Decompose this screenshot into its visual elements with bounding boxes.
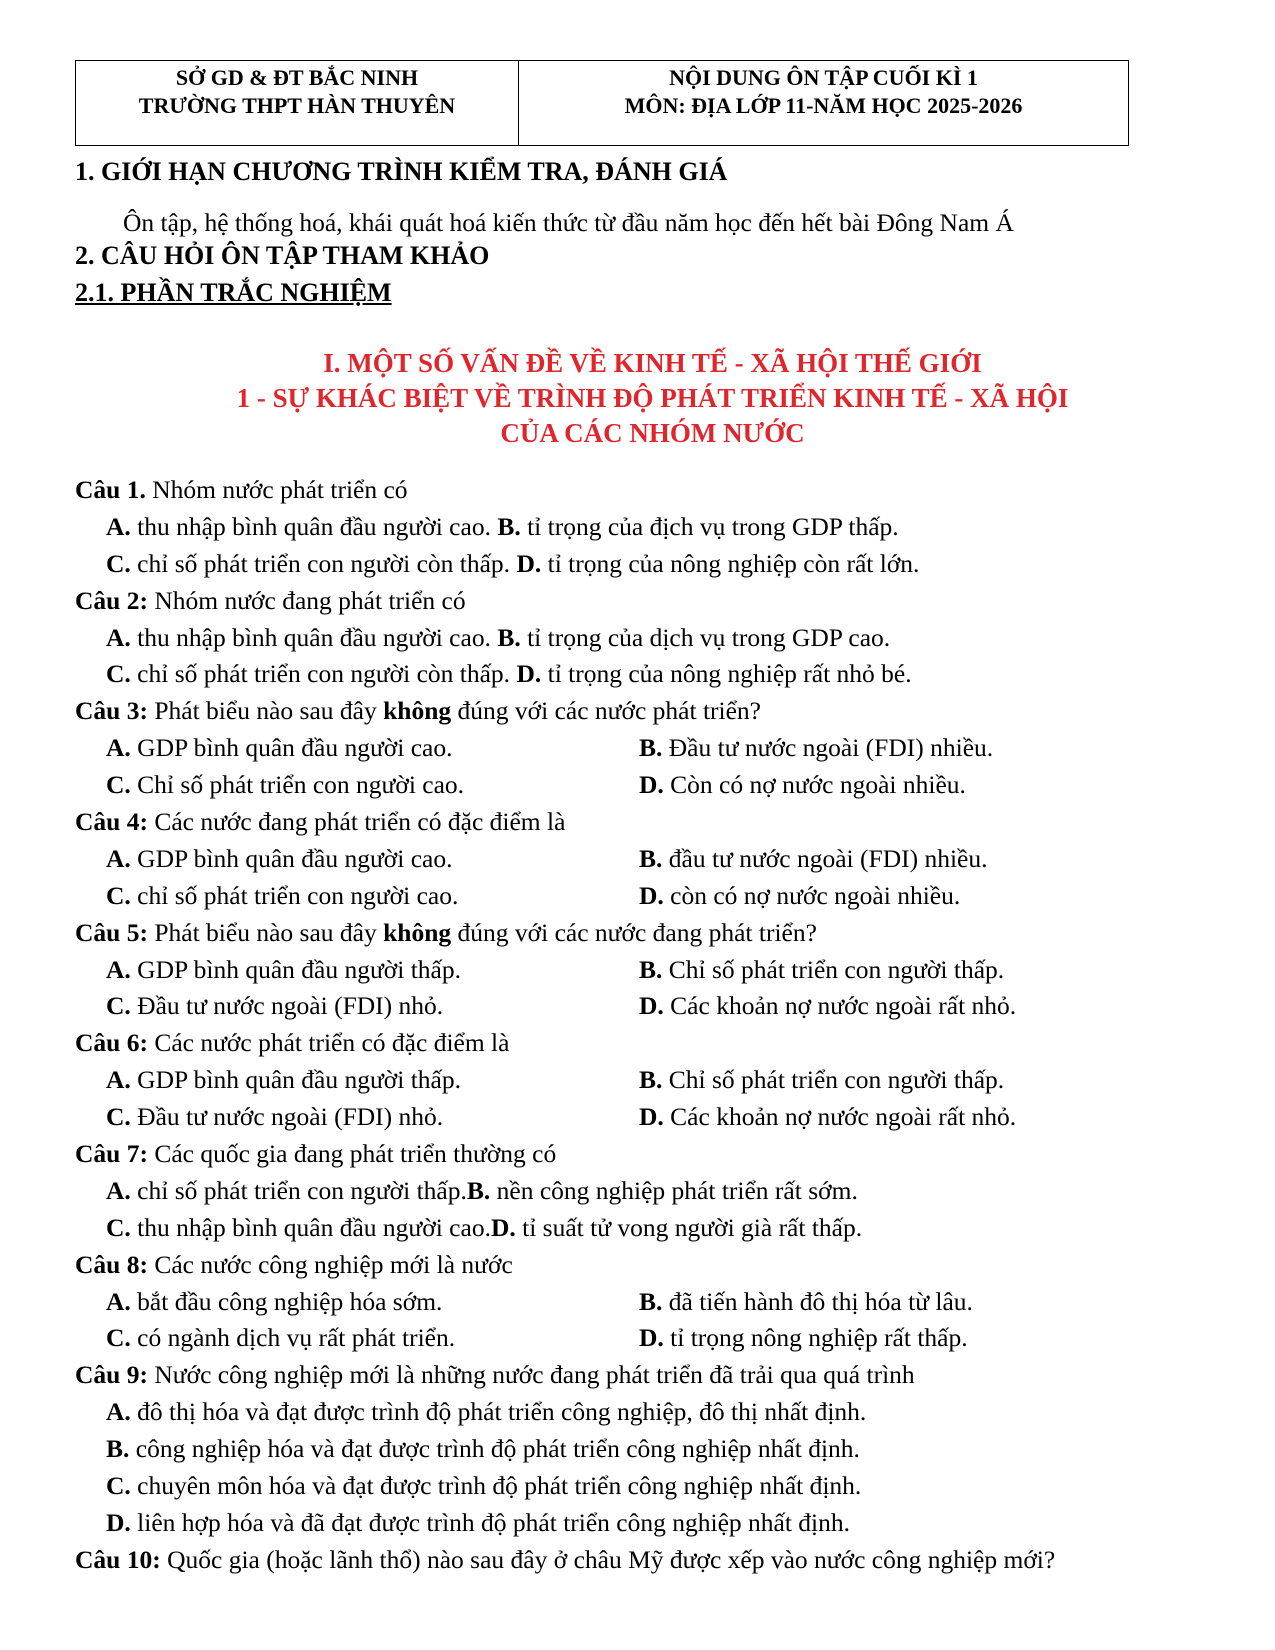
question-emphasis: không	[383, 696, 452, 726]
question-stem	[75, 472, 1255, 509]
option-letter: D.	[639, 880, 664, 910]
option-text: GDP bình quân đầu người thấp.	[130, 1065, 462, 1095]
question-text: Các quốc gia đang phát triển thường có	[147, 1139, 557, 1169]
answer-option	[106, 841, 453, 878]
answer-option	[106, 878, 458, 915]
option-letter: B.	[639, 843, 663, 873]
option-letter: D.	[639, 1102, 664, 1132]
question-stem	[75, 693, 1255, 730]
option-row	[75, 1062, 1255, 1099]
answer-option	[106, 1284, 442, 1321]
question-label: Câu 8:	[75, 1249, 148, 1279]
question-text: Phát biểu nào sau đây	[147, 696, 384, 726]
answer-option	[639, 1062, 1004, 1099]
option-letter: C.	[106, 659, 131, 689]
school-info	[76, 61, 519, 145]
option-text: đã tiến hành đô thị hóa từ lâu.	[662, 1286, 973, 1316]
answer-option	[491, 1213, 862, 1242]
answer-option	[106, 1176, 467, 1205]
option-letter: D.	[639, 1323, 664, 1353]
option-text: có ngành dịch vụ rất phát triển.	[130, 1323, 456, 1353]
option-text: liên hợp hóa và đã đạt được trình độ phát triển công nghiệp nhất định.	[130, 1507, 851, 1537]
option-text: tỉ trọng của nông nghiệp rất nhỏ bé.	[541, 659, 912, 689]
option-letter: A.	[106, 954, 131, 984]
question-stem	[75, 1247, 1255, 1284]
option-text: Đầu tư nước ngoài (FDI) nhỏ.	[130, 1102, 444, 1132]
option-row	[75, 1431, 1255, 1468]
option-letter: C.	[106, 1102, 131, 1132]
question-stem	[75, 1136, 1255, 1173]
answer-option	[106, 549, 516, 578]
option-text: Đầu tư nước ngoài (FDI) nhỏ.	[130, 991, 444, 1021]
option-text: thu nhập bình quân đầu người cao.	[130, 511, 498, 541]
option-letter: D.	[516, 548, 542, 578]
option-letter: A.	[106, 1065, 131, 1095]
option-letter: B.	[497, 511, 521, 541]
question-label: Câu 7:	[75, 1139, 148, 1169]
option-letter: B.	[106, 1434, 130, 1464]
section-2-heading: 2. CÂU HỎI ÔN TẬP THAM KHẢO	[75, 241, 490, 270]
option-letter: C.	[106, 770, 131, 800]
option-letter: A.	[106, 622, 131, 652]
option-text: đầu tư nước ngoài (FDI) nhiều.	[662, 843, 988, 873]
question-label: Câu 10:	[75, 1544, 161, 1574]
answer-option	[106, 1213, 491, 1242]
option-letter: B.	[497, 622, 521, 652]
option-row	[75, 1099, 1255, 1136]
document-title: NỘI DUNG ÔN TẬP CUỐI KÌ 1	[669, 65, 978, 90]
option-letter: D.	[639, 770, 664, 800]
question-list	[75, 472, 1255, 1579]
question-label: Câu 1.	[75, 475, 146, 504]
question-label: Câu 6:	[75, 1028, 148, 1058]
option-text: Chỉ số phát triển con người thấp.	[662, 954, 1005, 984]
answer-option	[639, 952, 1004, 989]
chapter-subtitle-line2: CỦA CÁC NHÓM NƯỚC	[500, 418, 805, 448]
question-text: Phát biểu nào sau đây	[147, 917, 384, 947]
option-text: tỉ trọng của địch vụ trong GDP thấp.	[520, 511, 899, 541]
answer-option	[106, 1397, 866, 1426]
option-letter: A.	[106, 733, 131, 763]
option-row	[75, 767, 1255, 804]
option-letter: B.	[639, 1065, 663, 1095]
chapter-title: I. MỘT SỐ VẤN ĐỀ VỀ KINH TẾ - XÃ HỘI THẾ GIỚI	[323, 348, 982, 378]
option-text: chỉ số phát triển con người cao.	[130, 880, 459, 910]
school-name: TRƯỜNG THPT HÀN THUYÊN	[138, 93, 456, 118]
answer-option	[497, 512, 898, 541]
question-label: Câu 5:	[75, 917, 148, 947]
option-row	[75, 1468, 1255, 1505]
option-row	[75, 546, 1255, 583]
option-text: Đầu tư nước ngoài (FDI) nhiều.	[662, 733, 994, 763]
option-letter: B.	[639, 1286, 663, 1316]
section-1-heading: 1. GIỚI HẠN CHƯƠNG TRÌNH KIỂM TRA, ĐÁNH GIÁ	[75, 157, 728, 186]
answer-option	[106, 767, 464, 804]
option-text: bắt đầu công nghiệp hóa sớm.	[130, 1286, 443, 1316]
option-row	[75, 1173, 1255, 1210]
question-stem	[75, 915, 1255, 952]
option-text: GDP bình quân đầu người cao.	[130, 733, 453, 763]
answer-option	[106, 1508, 850, 1537]
option-row	[75, 988, 1255, 1025]
question-stem	[75, 1542, 1255, 1579]
option-text: thu nhập bình quân đầu người cao.	[130, 622, 498, 652]
option-text: còn có nợ nước ngoài nhiều.	[663, 880, 961, 910]
question-label: Câu 3:	[75, 696, 148, 726]
question-text: Quốc gia (hoặc lãnh thổ) nào sau đây ở châu Mỹ được xếp vào nước công nghiệp mới?	[160, 1544, 1056, 1574]
option-row	[75, 1210, 1255, 1247]
option-letter: B.	[639, 954, 663, 984]
option-letter: A.	[106, 511, 131, 541]
option-row	[75, 509, 1255, 546]
question-text: Nhóm nước đang phát triển có	[147, 585, 466, 615]
option-row	[75, 878, 1255, 915]
answer-option	[106, 952, 461, 989]
answer-option	[467, 1176, 858, 1205]
option-letter: D.	[639, 991, 664, 1021]
question-text: Nhóm nước phát triển có	[145, 475, 408, 504]
option-letter: D.	[106, 1507, 131, 1537]
question-stem	[75, 1357, 1255, 1394]
question-text-end: đúng với các nước đang phát triển?	[451, 917, 817, 947]
answer-option	[106, 623, 497, 652]
option-text: Chỉ số phát triển con người thấp.	[662, 1065, 1005, 1095]
option-row	[75, 620, 1255, 657]
question-stem	[75, 583, 1255, 620]
option-text: GDP bình quân đầu người thấp.	[130, 954, 462, 984]
answer-option	[106, 659, 516, 688]
option-row	[75, 730, 1255, 767]
section-2-1-heading: 2.1. PHẦN TRẮC NGHIỆM	[75, 278, 392, 307]
option-text: đô thị hóa và đạt được trình độ phát triển công nghiệp, đô thị nhất định.	[130, 1397, 867, 1427]
option-letter: C.	[106, 1212, 131, 1242]
option-text: tỉ trọng của dịch vụ trong GDP cao.	[520, 622, 891, 652]
answer-option	[516, 549, 919, 578]
answer-option	[106, 730, 453, 767]
answer-option	[106, 988, 443, 1025]
question-emphasis: không	[383, 917, 452, 947]
question-label: Câu 9:	[75, 1360, 148, 1390]
option-letter: D.	[490, 1212, 516, 1242]
option-text: công nghiệp hóa và đạt được trình độ phát triển công nghiệp nhất định.	[129, 1434, 860, 1464]
option-letter: C.	[106, 991, 131, 1021]
answer-option	[106, 1320, 455, 1357]
question-text: Các nước đang phát triển có đặc điểm là	[147, 807, 566, 837]
option-letter: C.	[106, 548, 131, 578]
header-table	[75, 60, 1129, 146]
question-text: Nước công nghiệp mới là những nước đang phát triển đã trải qua quá trình	[147, 1360, 915, 1390]
question-label: Câu 4:	[75, 807, 148, 837]
chapter-subtitle-line1: 1 - SỰ KHÁC BIỆT VỀ TRÌNH ĐỘ PHÁT TRIỂN KINH TẾ - XÃ HỘI	[236, 383, 1069, 413]
option-text: nền công nghiệp phát triển rất sớm.	[490, 1175, 858, 1205]
option-text: thu nhập bình quân đầu người cao.	[130, 1212, 491, 1242]
document-info	[519, 61, 1128, 145]
option-row	[75, 1320, 1255, 1357]
option-letter: C.	[106, 1471, 131, 1501]
question-label: Câu 2:	[75, 585, 148, 615]
option-row	[75, 1394, 1255, 1431]
option-row	[75, 841, 1255, 878]
answer-option	[106, 1099, 443, 1136]
option-row	[75, 952, 1255, 989]
answer-option	[639, 730, 993, 767]
answer-option	[639, 767, 966, 804]
option-letter: A.	[106, 1286, 131, 1316]
question-text: Các nước phát triển có đặc điểm là	[147, 1028, 510, 1058]
option-letter: C.	[106, 1323, 131, 1353]
question-stem	[75, 804, 1255, 841]
option-text: tỉ trọng nông nghiệp rất thấp.	[663, 1323, 968, 1353]
option-row	[75, 1284, 1255, 1321]
option-text: chuyên môn hóa và đạt được trình độ phát triển công nghiệp nhất định.	[130, 1471, 862, 1501]
option-letter: A.	[106, 843, 131, 873]
answer-option	[106, 1062, 461, 1099]
option-letter: A.	[106, 1397, 131, 1427]
option-row	[75, 1505, 1255, 1542]
answer-option	[516, 659, 911, 688]
option-text: tỉ trọng của nông nghiệp còn rất lớn.	[541, 548, 920, 578]
answer-option	[106, 1471, 861, 1500]
question-text-end: đúng với các nước phát triển?	[451, 696, 761, 726]
option-letter: D.	[516, 659, 542, 689]
option-text: chỉ số phát triển con người thấp.	[130, 1175, 467, 1205]
option-text: Còn có nợ nước ngoài nhiều.	[663, 770, 966, 800]
section-1-text: Ôn tập, hệ thống hoá, khái quát hoá kiến thức từ đầu năm học đến hết bài Đông Nam Á	[123, 208, 1014, 237]
answer-option	[639, 841, 988, 878]
answer-option	[639, 878, 960, 915]
question-text: Các nước công nghiệp mới là nước	[147, 1249, 513, 1279]
option-letter: B.	[466, 1175, 491, 1205]
answer-option	[106, 512, 497, 541]
option-text: Các khoản nợ nước ngoài rất nhỏ.	[663, 1102, 1017, 1132]
question-stem	[75, 1025, 1255, 1062]
option-text: chỉ số phát triển con người còn thấp.	[130, 548, 517, 578]
department-name: SỞ GD & ĐT BẮC NINH	[175, 65, 419, 90]
option-text: Các khoản nợ nước ngoài rất nhỏ.	[663, 991, 1017, 1021]
answer-option	[639, 1099, 1016, 1136]
answer-option	[106, 1434, 860, 1463]
answer-option	[497, 623, 890, 652]
answer-option	[639, 1320, 968, 1357]
subject-year: MÔN: ĐỊA LỚP 11-NĂM HỌC 2025-2026	[624, 93, 1023, 118]
option-text: tỉ suất tử vong người già rất thấp.	[515, 1212, 863, 1242]
option-text: chỉ số phát triển con người còn thấp.	[130, 659, 517, 689]
option-text: GDP bình quân đầu người cao.	[130, 843, 453, 873]
answer-option	[639, 1284, 973, 1321]
option-letter: A.	[106, 1175, 131, 1205]
answer-option	[639, 988, 1016, 1025]
option-letter: B.	[639, 733, 663, 763]
option-row	[75, 656, 1255, 693]
option-text: Chỉ số phát triển con người cao.	[130, 770, 465, 800]
option-letter: C.	[106, 880, 131, 910]
